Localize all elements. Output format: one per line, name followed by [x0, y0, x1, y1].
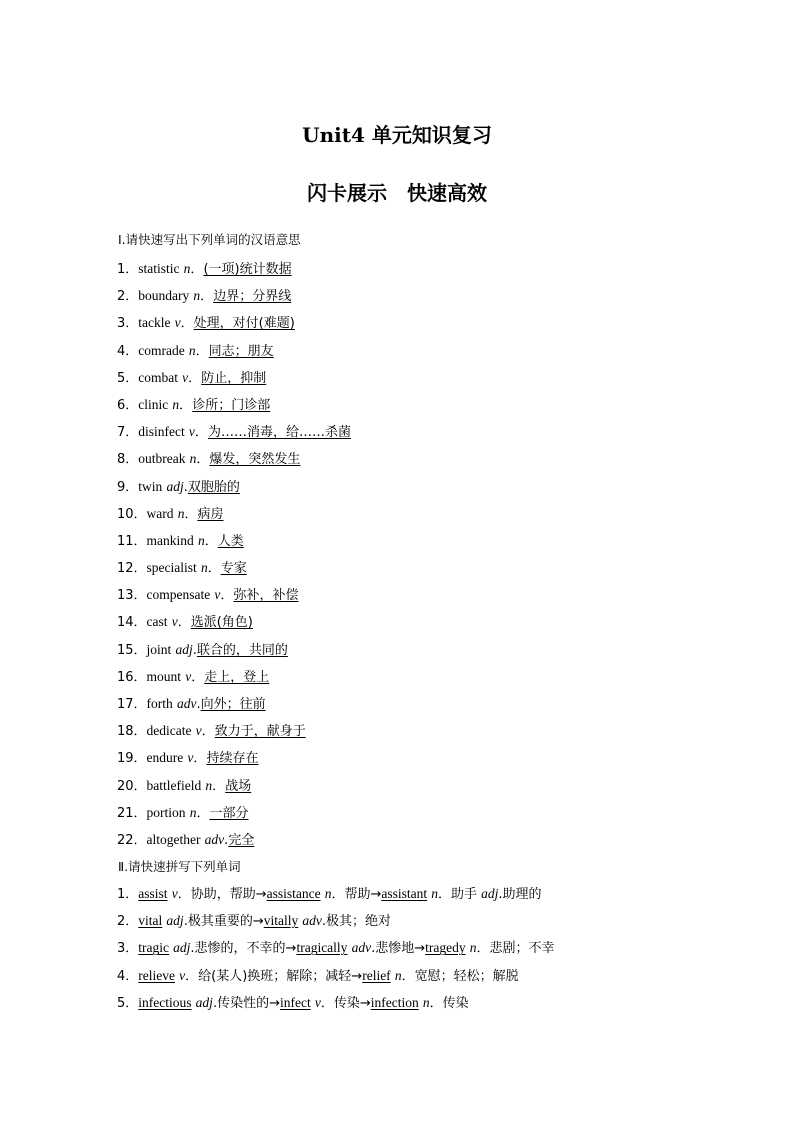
item-separator: ． — [190, 262, 204, 277]
item-number: 5． — [117, 995, 139, 1011]
item-separator: ． — [194, 425, 208, 441]
item-word: tackle — [138, 315, 171, 331]
item-answer: 人类 — [217, 533, 244, 549]
item-answer: tragic — [138, 940, 170, 956]
list-item — [117, 608, 757, 635]
item-text: ．助手 — [438, 887, 482, 902]
list-item — [117, 826, 757, 853]
item-answer: 同志；朋友 — [208, 343, 274, 359]
item-answer: 病房 — [197, 506, 224, 522]
item-part-of-speech: adv — [204, 831, 225, 847]
item-separator: . — [192, 642, 197, 658]
item-answer: 防止，抑制 — [201, 370, 267, 386]
item-answer: 完全 — [228, 832, 255, 848]
item-number: 7． — [117, 425, 139, 441]
item-part-of-speech: n — [431, 886, 439, 901]
item-part-of-speech: v — [187, 750, 194, 766]
item-word: dedicate — [146, 723, 192, 739]
item-separator: ． — [180, 316, 194, 332]
item-separator: ． — [204, 533, 218, 549]
list-item — [117, 364, 757, 391]
item-number: 14． — [117, 615, 147, 631]
item-word: battlefield — [146, 777, 202, 793]
list-item — [117, 880, 757, 907]
item-separator: ． — [220, 588, 234, 604]
list-item — [117, 989, 757, 1016]
item-word: statistic — [138, 261, 180, 276]
item-part-of-speech: n — [469, 940, 477, 956]
item-text: .传染性的→ — [212, 995, 280, 1011]
item-answer: vitally — [263, 913, 299, 929]
item-number: 9． — [117, 479, 139, 495]
item-separator: ． — [177, 615, 191, 631]
item-number: 20． — [117, 778, 147, 794]
item-number: 22． — [117, 832, 147, 848]
item-text: .极其；绝对 — [321, 914, 391, 930]
item-word: compensate — [146, 587, 211, 603]
list-item — [117, 962, 757, 989]
item-number: 2． — [117, 289, 139, 305]
item-answer: 持续存在 — [206, 751, 259, 767]
item-answer: 双胞胎的 — [187, 479, 240, 495]
list-item — [117, 473, 757, 500]
item-part-of-speech: n — [197, 532, 205, 548]
item-separator: ． — [188, 370, 202, 386]
item-answer: infectious — [138, 994, 192, 1010]
list-item — [117, 255, 757, 282]
item-text: ．给(某人)换班；解除；减轻→ — [185, 968, 363, 984]
item-number: 6． — [117, 397, 139, 413]
item-part-of-speech: adj — [195, 994, 213, 1010]
item-separator: ． — [196, 452, 210, 468]
list-item — [117, 418, 757, 445]
page-subtitle: 闪卡展示 快速高效 — [307, 181, 487, 205]
item-separator: . — [224, 832, 229, 848]
list-item — [117, 445, 757, 472]
item-part-of-speech: v — [174, 315, 181, 331]
list-item — [117, 907, 757, 934]
item-separator: ． — [212, 778, 226, 794]
item-text: .极其重要的→ — [183, 914, 264, 930]
section-1-heading: Ⅰ.请快速写出下列单词的汉语意思 — [118, 232, 301, 247]
item-separator: ． — [191, 669, 205, 685]
item-text: ．悲剧；不幸 — [476, 941, 555, 957]
item-number: 15． — [117, 642, 147, 658]
list-item — [117, 772, 757, 799]
item-part-of-speech: adv — [302, 913, 322, 929]
item-text: ．宽慰；轻松；解脱 — [401, 968, 519, 984]
item-part-of-speech: v — [314, 994, 321, 1010]
list-item — [117, 744, 757, 771]
item-answer: 爆发，突然发生 — [209, 452, 301, 468]
item-answer: assistant — [381, 886, 428, 901]
item-separator: ． — [201, 724, 215, 740]
item-answer: 诊所；门诊部 — [192, 397, 271, 413]
item-answer: relieve — [138, 967, 176, 983]
item-answer: vital — [138, 913, 163, 929]
item-number: 8． — [117, 452, 139, 468]
item-number: 1． — [117, 262, 139, 277]
item-word: joint — [146, 641, 172, 657]
item-answer: tragedy — [425, 940, 466, 956]
item-part-of-speech: adj — [166, 913, 184, 929]
item-answer: 专家 — [220, 561, 247, 577]
item-answer: infect — [279, 994, 311, 1010]
item-answer: 一部分 — [209, 805, 249, 821]
item-answer: 边界；分界线 — [213, 289, 292, 305]
item-answer: infection — [370, 994, 419, 1010]
list-item — [117, 309, 757, 336]
item-part-of-speech: adv — [176, 696, 197, 711]
item-number: 11． — [117, 533, 147, 549]
item-word: forth — [146, 696, 173, 711]
item-part-of-speech: n — [188, 342, 196, 358]
vocab-meaning-list — [117, 255, 757, 853]
item-separator: ． — [196, 805, 210, 821]
item-answer: assist — [138, 886, 168, 901]
item-answer: 战场 — [225, 778, 252, 794]
item-answer: 选派(角色) — [190, 615, 253, 631]
item-part-of-speech: adj — [481, 886, 499, 901]
item-part-of-speech: n — [172, 396, 180, 412]
item-text: ．传染→ — [320, 995, 371, 1011]
item-word: outbreak — [138, 451, 186, 467]
item-word: portion — [146, 804, 186, 820]
item-answer: 弥补，补偿 — [233, 588, 299, 604]
list-item — [117, 337, 757, 364]
item-part-of-speech: adj — [173, 940, 191, 956]
item-text: ．协助，帮助→ — [177, 887, 267, 902]
item-answer: tragically — [296, 940, 348, 956]
item-number: 1． — [117, 887, 139, 902]
item-part-of-speech: n — [177, 505, 185, 521]
item-number: 13． — [117, 588, 147, 604]
item-number: 10． — [117, 506, 147, 522]
list-item — [117, 934, 757, 961]
item-part-of-speech: v — [171, 886, 178, 901]
word-family-list — [117, 880, 757, 1016]
item-part-of-speech: v — [195, 723, 202, 739]
item-number: 18． — [117, 724, 147, 740]
item-word: mount — [146, 668, 182, 684]
item-word: mankind — [146, 532, 194, 548]
item-answer: assistance — [266, 886, 321, 901]
section-2-heading: Ⅱ.请快速拼写下列单词 — [118, 859, 241, 874]
item-separator: ． — [193, 751, 207, 767]
item-number: 21． — [117, 805, 147, 821]
item-text: .悲惨的，不幸的→ — [190, 941, 297, 957]
item-number: 5． — [117, 370, 139, 386]
item-number: 2． — [117, 914, 139, 930]
list-item — [117, 690, 757, 717]
item-word: twin — [138, 478, 163, 494]
item-text: .悲惨地→ — [371, 941, 426, 957]
item-separator: ． — [184, 506, 198, 522]
item-part-of-speech: adj — [175, 641, 193, 657]
list-item — [117, 282, 757, 309]
item-part-of-speech: n — [394, 967, 402, 983]
list-item — [117, 717, 757, 744]
item-part-of-speech: v — [185, 668, 192, 684]
item-part-of-speech: v — [214, 587, 221, 603]
item-number: 19． — [117, 751, 147, 767]
item-number: 12． — [117, 561, 147, 577]
item-separator: ． — [179, 397, 193, 413]
item-word: combat — [138, 369, 179, 385]
item-answer: (一项)统计数据 — [203, 262, 292, 277]
item-number: 16． — [117, 669, 147, 685]
item-word: clinic — [138, 396, 169, 412]
item-separator: ． — [200, 289, 214, 305]
item-number: 17． — [117, 697, 147, 712]
item-answer: 联合的，共同的 — [196, 642, 288, 658]
item-separator: . — [196, 697, 201, 712]
item-number: 4． — [117, 343, 139, 359]
item-part-of-speech: n — [324, 886, 332, 901]
item-text: ．帮助→ — [331, 887, 382, 902]
item-part-of-speech: v — [182, 369, 189, 385]
item-number: 4． — [117, 968, 139, 984]
item-part-of-speech: n — [189, 804, 197, 820]
item-separator: ． — [207, 561, 221, 577]
item-word: cast — [146, 614, 168, 630]
item-text: ．传染 — [429, 995, 469, 1011]
item-answer: 处理，对付(难题) — [193, 316, 295, 332]
list-item — [117, 663, 757, 690]
item-answer: 向外；往前 — [200, 697, 266, 712]
item-text: .助理的 — [498, 887, 542, 902]
list-item — [117, 636, 757, 663]
item-word: boundary — [138, 288, 190, 304]
page-title: Unit4 单元知识复习 — [302, 123, 492, 147]
item-part-of-speech: n — [200, 560, 208, 576]
item-part-of-speech: n — [422, 994, 430, 1010]
item-answer: 致力于，献身于 — [214, 724, 306, 740]
list-item — [117, 391, 757, 418]
list-item — [117, 527, 757, 554]
item-part-of-speech: v — [179, 967, 186, 983]
item-word: ward — [146, 505, 174, 521]
list-item — [117, 500, 757, 527]
item-part-of-speech: v — [188, 424, 195, 440]
item-part-of-speech: n — [193, 288, 201, 304]
item-part-of-speech: n — [189, 451, 197, 467]
item-word: altogether — [146, 831, 201, 847]
list-item — [117, 554, 757, 581]
item-part-of-speech: v — [171, 614, 178, 630]
item-answer: relief — [362, 967, 391, 983]
item-number: 3． — [117, 316, 139, 332]
item-part-of-speech: adj — [166, 478, 184, 494]
list-item — [117, 581, 757, 608]
item-part-of-speech: n — [183, 261, 191, 276]
item-separator: ． — [195, 343, 209, 359]
item-word: comrade — [138, 342, 185, 358]
item-word: disinfect — [138, 424, 185, 440]
item-answer: 走上，登上 — [204, 669, 270, 685]
item-separator: . — [183, 479, 188, 495]
item-number: 3． — [117, 941, 139, 957]
item-word: specialist — [146, 560, 197, 576]
item-answer: 为……消毒，给……杀菌 — [207, 425, 351, 441]
item-part-of-speech: n — [205, 777, 213, 793]
item-part-of-speech: adv — [351, 940, 372, 956]
list-item — [117, 799, 757, 826]
item-word: endure — [146, 750, 184, 766]
